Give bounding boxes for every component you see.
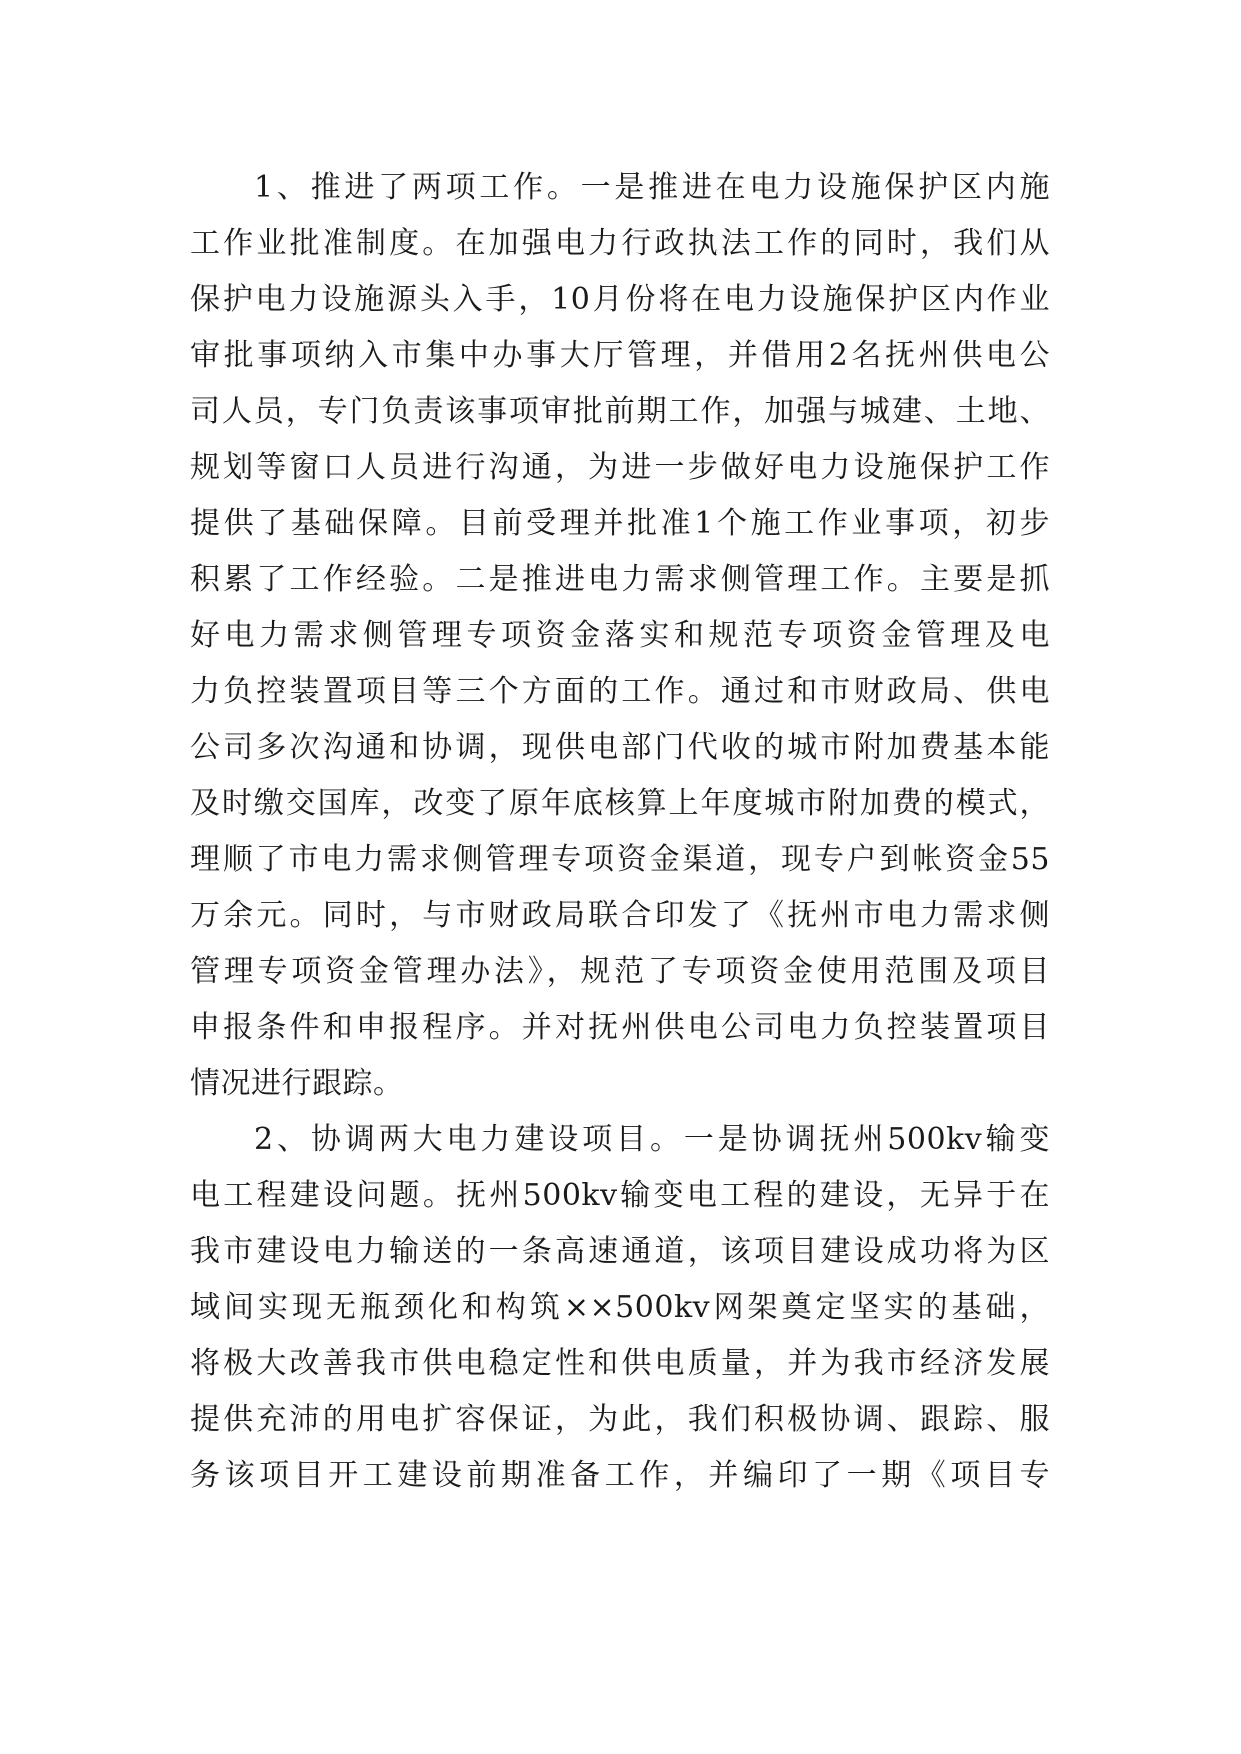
paragraph-2-line: 务该项目开工建设前期准备工作，并编印了一期《项目专 (190, 1458, 1050, 1493)
paragraph-1-line: 公司多次沟通和协调，现供电部门代收的城市附加费基本能 (190, 730, 1050, 765)
paragraph-2-line: 将极大改善我市供电稳定性和供电质量，并为我市经济发展 (190, 1346, 1050, 1381)
paragraph-1-line: 万余元。同时，与市财政局联合印发了《抚州市电力需求侧 (190, 898, 1050, 933)
paragraph-1-line: 保护电力设施源头入手，10月份将在电力设施保护区内作业 (190, 282, 1050, 317)
paragraph-1-line: 理顺了市电力需求侧管理专项资金渠道，现专户到帐资金55 (190, 842, 1050, 877)
paragraph-1-line: 情况进行跟踪。 (190, 1066, 404, 1101)
paragraph-1-line: 审批事项纳入市集中办事大厅管理，并借用2名抚州供电公 (190, 338, 1050, 373)
body-text (190, 160, 1050, 1504)
paragraph-1-line: 规划等窗口人员进行沟通，为进一步做好电力设施保护工作 (190, 450, 1050, 485)
paragraph-1-line: 好电力需求侧管理专项资金落实和规范专项资金管理及电 (190, 618, 1050, 653)
paragraph-1-line: 及时缴交国库，改变了原年底核算上年度城市附加费的模式， (190, 786, 1050, 821)
paragraph-1-line: 力负控装置项目等三个方面的工作。通过和市财政局、供电 (190, 674, 1050, 709)
paragraph-1-line: 积累了工作经验。二是推进电力需求侧管理工作。主要是抓 (190, 562, 1050, 597)
paragraph-2-line: 提供充沛的用电扩容保证，为此，我们积极协调、跟踪、服 (190, 1402, 1050, 1437)
paragraph-1-line: 司人员，专门负责该事项审批前期工作，加强与城建、土地、 (190, 394, 1050, 429)
paragraph-2-line: 2、协调两大电力建设项目。一是协调抚州500kv输变 (254, 1122, 1050, 1157)
paragraph-2-line: 电工程建设问题。抚州500kv输变电工程的建设，无异于在 (190, 1178, 1050, 1213)
paragraph-1-line: 申报条件和申报程序。并对抚州供电公司电力负控装置项目 (190, 1010, 1050, 1045)
paragraph-2-line: 域间实现无瓶颈化和构筑××500kv网架奠定坚实的基础， (190, 1290, 1050, 1325)
paragraph-1-line: 工作业批准制度。在加强电力行政执法工作的同时，我们从 (190, 226, 1050, 261)
paragraph-1-line: 1、推进了两项工作。一是推进在电力设施保护区内施 (254, 170, 1050, 205)
paragraph-1-line: 管理专项资金管理办法》，规范了专项资金使用范围及项目 (190, 954, 1050, 989)
paragraph-2-line: 我市建设电力输送的一条高速通道，该项目建设成功将为区 (190, 1234, 1050, 1269)
paragraph-1-line: 提供了基础保障。目前受理并批准1个施工作业事项，初步 (190, 506, 1050, 541)
